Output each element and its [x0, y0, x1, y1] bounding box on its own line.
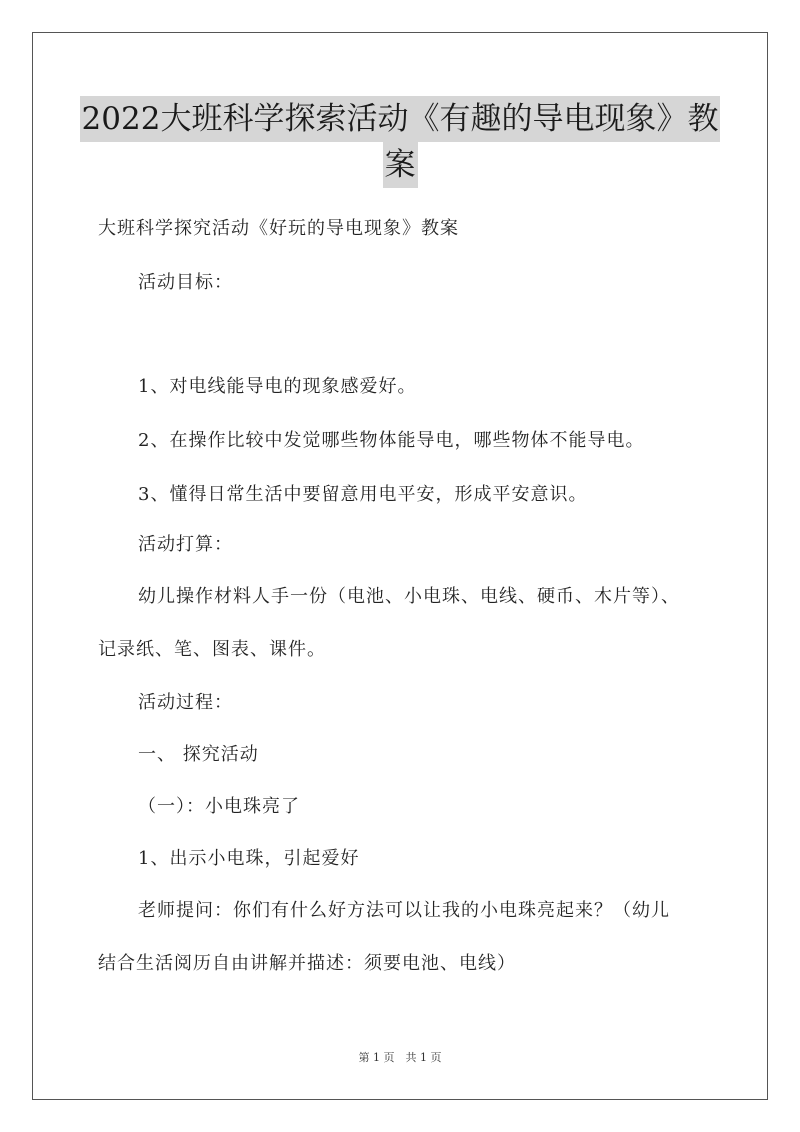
goal-item-3: 3、懂得日常生活中要留意用电平安，形成平安意识。 [138, 484, 588, 505]
title-line-2: 案 [383, 142, 418, 188]
section-heading-process: 活动过程： [138, 692, 233, 713]
process-step-heading: 一、 探究活动 [138, 744, 259, 765]
section-heading-preparation: 活动打算： [138, 534, 233, 555]
teacher-question-line-2: 结合生活阅历自由讲解并描述：须要电池、电线） [98, 953, 516, 974]
goal-item-1: 1、对电线能导电的现象感爱好。 [138, 376, 417, 397]
process-substep-heading: （一）：小电珠亮了 [138, 796, 300, 817]
subtitle-paragraph: 大班科学探究活动《好玩的导电现象》教案 [98, 218, 459, 239]
teacher-question-line-1: 老师提问：你们有什么好方法可以让我的小电珠亮起来？（幼儿 [138, 900, 670, 921]
page-footer: 第 1 页 共 1 页 [358, 1051, 442, 1064]
process-item-1: 1、出示小电珠，引起爱好 [138, 848, 360, 869]
preparation-text-line-1: 幼儿操作材料人手一份（电池、小电珠、电线、硬币、木片等）、 [138, 586, 680, 607]
title-line-1: 2022大班科学探索活动《有趣的导电现象》教 [80, 96, 721, 142]
section-heading-goals: 活动目标： [138, 272, 233, 293]
page-border [32, 32, 768, 1100]
document-title [60, 96, 740, 188]
goal-item-2: 2、在操作比较中发觉哪些物体能导电，哪些物体不能导电。 [138, 430, 645, 451]
preparation-text-line-2: 记录纸、笔、图表、课件。 [98, 639, 326, 660]
